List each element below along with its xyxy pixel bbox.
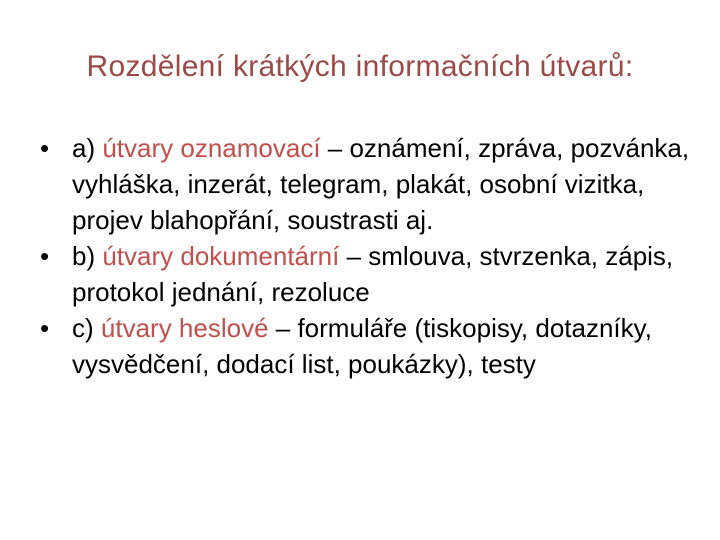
bullet-list — [36, 130, 696, 382]
bullet-marker: • — [40, 241, 50, 271]
bullet-term: útvary oznamovací — [102, 133, 321, 163]
slide-title: Rozdělení krátkých informačních útvarů: — [86, 50, 634, 83]
bullet-prefix: a) — [72, 133, 103, 163]
bullet-text: – oznámení, zpráva, pozvánka, vyhláška, inzerát, telegram, plakát, osobní vizitka, projev blahopřání, soustrasti aj. — [72, 133, 690, 235]
bullet-prefix: c) — [72, 313, 101, 343]
bullet-item-c — [36, 310, 696, 382]
bullet-text: – formuláře (tiskopisy, dotazníky, vysvědčení, dodací list, poukázky), testy — [72, 313, 652, 379]
bullet-item-b — [36, 238, 696, 310]
bullet-term: útvary dokumentární — [102, 241, 340, 271]
bullet-item-a — [36, 130, 696, 238]
bullet-prefix: b) — [72, 241, 103, 271]
bullet-marker: • — [40, 133, 50, 163]
bullet-text: – smlouva, stvrzenka, zápis, protokol jednání, rezoluce — [72, 241, 674, 307]
bullet-term: útvary heslové — [100, 313, 269, 343]
bullet-marker: • — [40, 313, 50, 343]
